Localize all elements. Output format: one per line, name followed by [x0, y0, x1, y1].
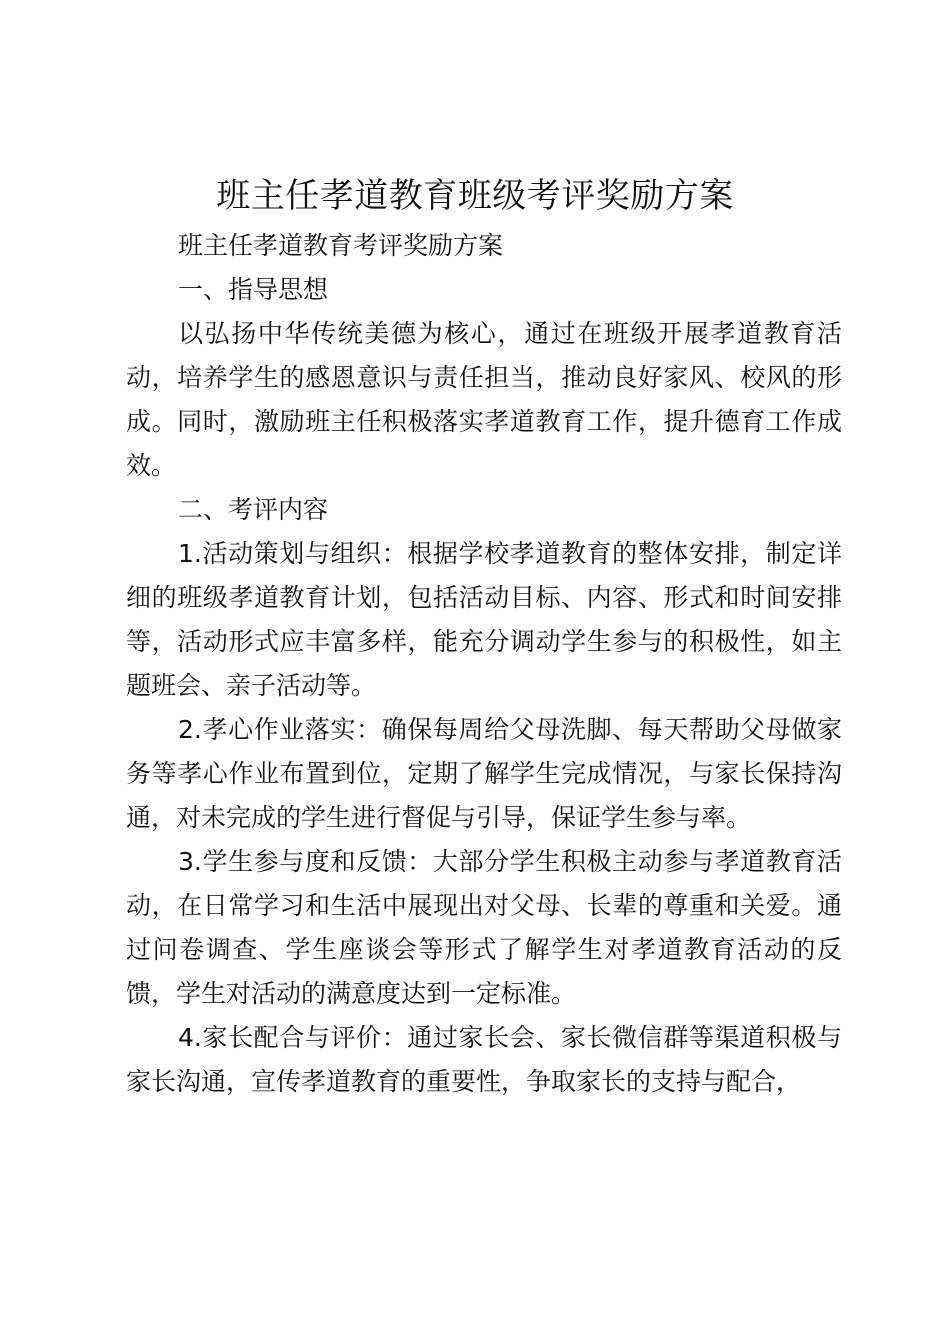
document-body [126, 224, 842, 1104]
subtitle-paragraph: 班主任孝道教育考评奖励方案 [178, 231, 504, 260]
body-paragraph: 以弘扬中华传统美德为核心，通过在班级开展孝道教育活动，培养学生的感恩意识与责任担当，推动良好家风、校风的形成。同时，激励班主任积极落实孝道教育工作，提升德育工作成效。 [126, 319, 842, 480]
evaluation-item-1: 1.活动策划与组织：根据学校孝道教育的整体安排，制定详细的班级孝道教育计划，包括活动目标、内容、形式和时间安排等，活动形式应丰富多样，能充分调动学生参与的积极性，如主题班会、亲子活动等。 [126, 539, 842, 700]
section-heading-evaluation-content: 二、考评内容 [178, 495, 329, 524]
evaluation-item-3: 3.学生参与度和反馈：大部分学生积极主动参与孝道教育活动，在日常学习和生活中展现出对父母、长辈的尊重和关爱。通过问卷调查、学生座谈会等形式了解学生对孝道教育活动的反馈，学生对活动的满意度达到一定标准。 [126, 847, 842, 1008]
document-title: 班主任孝道教育班级考评奖励方案 [216, 176, 734, 216]
evaluation-item-4: 4.家长配合与评价：通过家长会、家长微信群等渠道积极与家长沟通，宣传孝道教育的重要性，争取家长的支持与配合， [126, 1023, 842, 1096]
section-heading-guiding-ideology: 一、指导思想 [178, 275, 329, 304]
evaluation-item-2: 2.孝心作业落实：确保每周给父母洗脚、每天帮助父母做家务等孝心作业布置到位，定期了解学生完成情况，与家长保持沟通，对未完成的学生进行督促与引导，保证学生参与率。 [126, 715, 842, 832]
